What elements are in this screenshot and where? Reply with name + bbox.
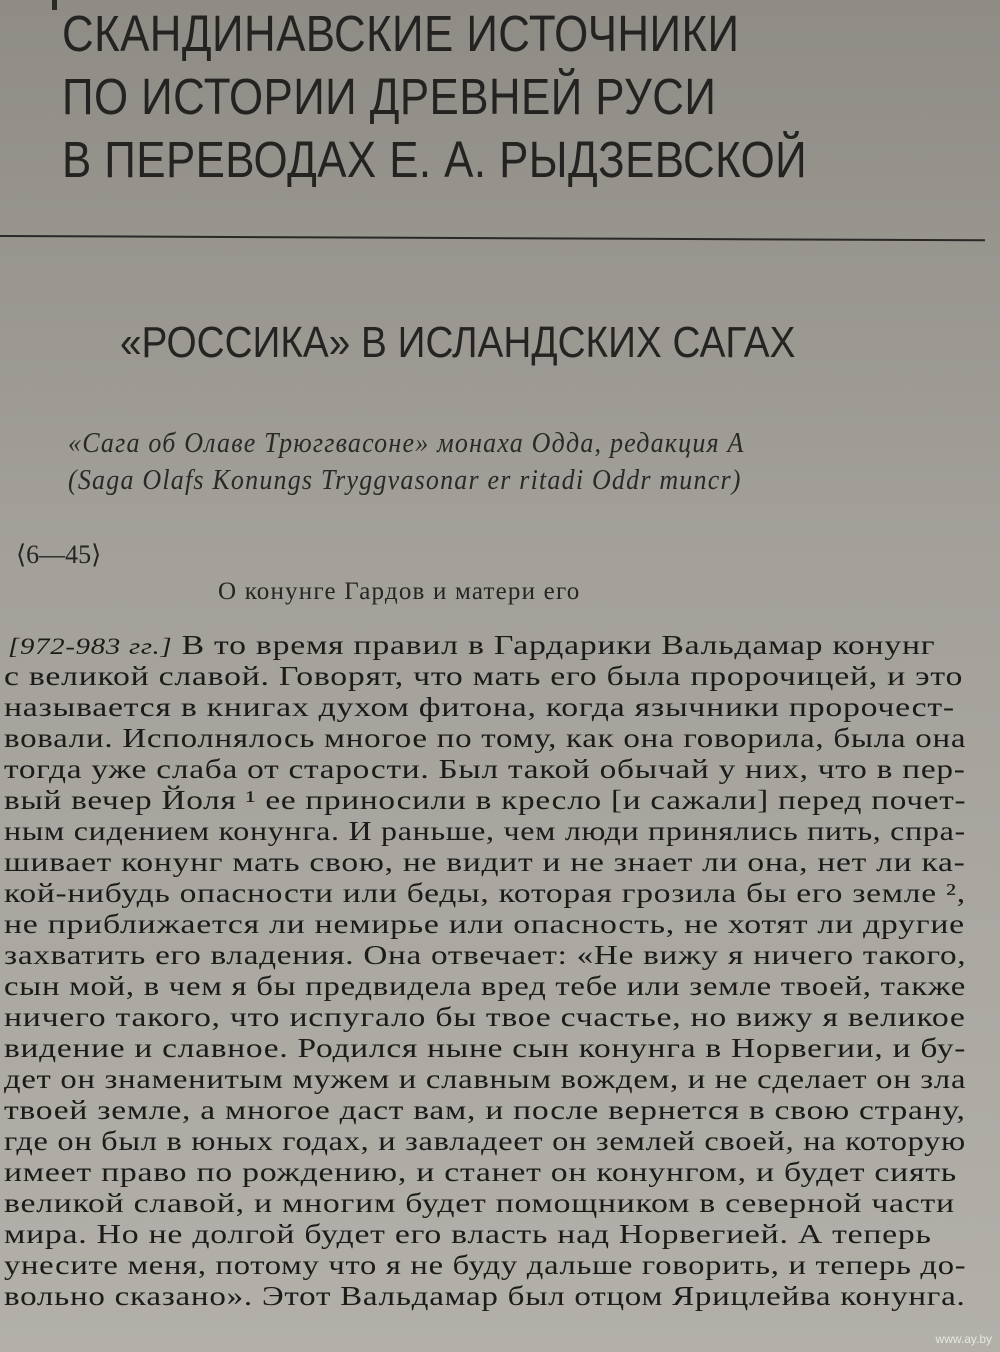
text-line: ничего такого, что испугало бы твое счастье, но вижу я великое [4,1002,966,1032]
text-line: кой-нибудь опасности или беды, которая грозила бы его земле ², [4,878,966,908]
page-reference: ⟨6—45⟩ [16,540,102,569]
text-line: тогда уже слаба от старости. Был такой обычай у них, что в пер- [4,754,966,784]
text-line: с великой славой. Говорят, что мать его была пророчицей, и это [4,661,964,691]
section-title: «РОССИКА» В ИСЛАНДСКИХ САГАХ [120,318,796,367]
text-line: твоей земле, а многое даст вам, и после вернется в свою страну, [4,1095,966,1125]
text-line: имеет право по рождению, и станет он конунгом, и будет сиять [4,1157,957,1187]
book-title-line: ПО ИСТОРИИ ДРЕВНЕЙ РУСИ [62,68,717,125]
text-line: великой славой, и многим будет помощником в северной части [4,1188,955,1218]
book-title-line: В ПЕРЕВОДАХ Е. А. РЫДЗЕВСКОЙ [62,131,808,188]
text-line: называется в книгах духом фитона, когда язычники пророчест- [4,692,955,722]
text-line: дет он знаменитым мужем и славным вождем, и не сделает он зла [4,1064,967,1094]
text-line: видение и славное. Родился ныне сын конунга в Норвегии, и бу- [4,1033,967,1063]
text-line: унесите меня, потому что я не буду дальше говорить, и теперь до- [4,1250,967,1280]
text-line: мира. Но не долгой будет его власть над Норвегией. А теперь [4,1219,932,1249]
text-line: где он был в юных годах, и завладеет он землей своей, на которую [4,1126,966,1156]
text-line: сын мой, в чем я бы предвидела вред тебе или земле твоей, также [4,971,967,1001]
book-title-line: СКАНДИНАВСКИЕ ИСТОЧНИКИ [62,5,740,62]
corner-mark [52,0,57,10]
text-line: ным сидением конунга. И раньше, чем люди принялись пить, спра- [4,816,966,846]
margin-note: [972-983 гг.] [8,634,173,659]
text-line: вовали. Исполнялось многое по тому, как она говорила, была она [4,723,967,753]
horizontal-rule [0,235,985,241]
text-line: не приближается ли немирье или опасность, не хотят ли другие [4,909,965,939]
text-line: захватить его владения. Она отвечает: «Не вижу я ничего такого, [4,940,967,970]
subtitle-line: (Saga Olafs Konungs Tryggvasonar er ritadi Oddr muncr) [68,465,742,496]
saga-subtitle [68,425,1000,499]
text-line: [972-983 гг.] В то время правил в Гардарики Вальдамар конунг [8,630,936,660]
text-line: шивает конунг мать свою, не видит и не знает ли она, нет ли ка- [4,847,966,877]
text-line: вый вечер Йоля ¹ ее приносили в кресло [и сажали] перед почет- [4,785,967,815]
subtitle-line: «Сага об Олаве Трюггвасоне» монаха Одда, редакция А [68,428,745,459]
chapter-heading: О конунге Гардов и матери его [218,578,581,605]
book-title [62,2,836,191]
watermark: www.ay.by [935,1332,992,1346]
text-line: вольно сказано». Этот Вальдамар был отцом Ярицлейва конунга. [4,1281,966,1311]
